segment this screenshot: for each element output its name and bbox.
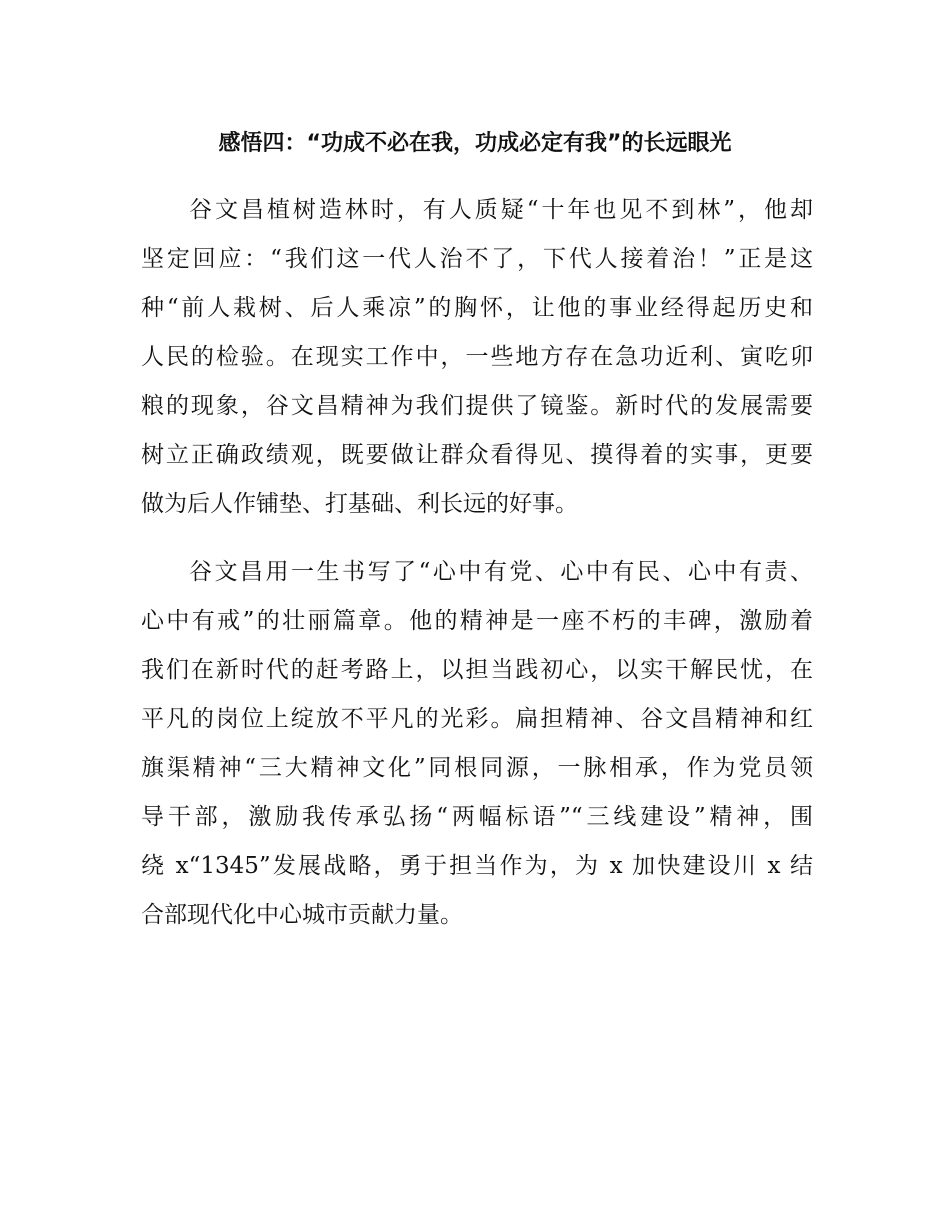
paragraph-2-line-1: 谷文昌用一生书写了“心中有党、心中有民、心中有责、	[189, 559, 813, 585]
paragraph-2-line-2: 心中有戒”的壮丽篇章。他的精神是一座不朽的丰碑，激励着	[141, 608, 813, 634]
paragraph-1-line-6: 树立正确政绩观，既要做让群众看得见、摸得着的实事，更要	[141, 442, 813, 468]
paragraph-1-line-2: 坚定回应：“我们这一代人治不了，下代人接着治！”正是这	[141, 246, 813, 272]
paragraph-2-line-5: 旗渠精神“三大精神文化”同根同源，一脉相承，作为党员领	[141, 755, 813, 781]
paragraph-1-line-4: 人民的检验。在现实工作中，一些地方存在急功近利、寅吃卯	[141, 344, 813, 370]
paragraph-1-line-3: 种“前人栽树、后人乘凉”的胸怀，让他的事业经得起历史和	[141, 295, 813, 321]
section-heading: 感悟四：“功成不必在我，功成必定有我”的长远眼光	[218, 131, 732, 156]
paragraph-2-line-7: 绕 x“1345”发展战略，勇于担当作为，为 x 加快建设川 x 结	[141, 853, 813, 879]
paragraph-2-line-8: 合部现代化中心城市贡献力量。	[141, 902, 463, 928]
paragraph-1-line-1: 谷文昌植树造林时，有人质疑“十年也见不到林”，他却	[189, 197, 813, 223]
paragraph-2-line-3: 我们在新时代的赶考路上，以担当践初心，以实干解民忧，在	[141, 657, 813, 683]
paragraph-1-line-5: 粮的现象，谷文昌精神为我们提供了镜鉴。新时代的发展需要	[141, 393, 813, 419]
paragraph-1-line-7: 做为后人作铺垫、打基础、利长远的好事。	[141, 491, 578, 517]
paragraph-2-line-6: 导干部，激励我传承弘扬“两幅标语”“三线建设”精神，围	[141, 804, 813, 830]
paragraph-2-line-4: 平凡的岗位上绽放不平凡的光彩。扁担精神、谷文昌精神和红	[141, 706, 813, 732]
